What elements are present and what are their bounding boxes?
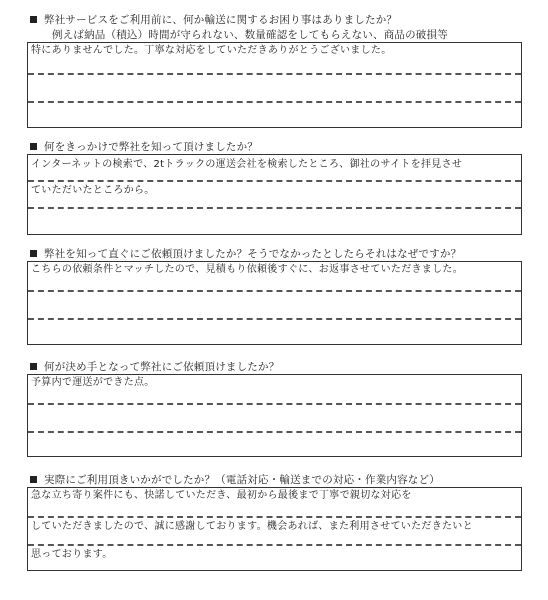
square-bullet-icon xyxy=(30,16,37,23)
answer-box-5 xyxy=(27,487,522,571)
answer-text: 予算内で運送ができた点。 xyxy=(31,377,155,388)
square-bullet-icon xyxy=(30,363,37,370)
square-bullet-icon xyxy=(30,143,37,150)
answer-text: していただきましたので、誠に感謝しております。機会あれば、また利用させていただきたいと xyxy=(31,521,473,532)
answer-text: 特にありませんでした。丁寧な対応をしていただきありがとうございました。 xyxy=(31,45,392,56)
question-1-text: 弊社サービスをご利用前に、何か輸送に関するお困り事はありましたか？ xyxy=(44,14,398,26)
answer-line xyxy=(28,73,521,103)
answer-text: 思っております。 xyxy=(31,549,113,560)
square-bullet-icon xyxy=(30,250,37,257)
answer-line xyxy=(28,155,521,182)
square-bullet-icon xyxy=(30,476,37,483)
question-1 xyxy=(30,14,397,27)
answer-box-3 xyxy=(27,261,522,345)
answer-line xyxy=(28,43,521,75)
question-3 xyxy=(30,248,461,261)
answer-line xyxy=(28,516,521,546)
answer-line xyxy=(28,544,521,571)
answer-line xyxy=(28,375,521,405)
answer-box-1 xyxy=(27,42,522,128)
question-5 xyxy=(30,474,440,487)
answer-text: こちらの依頼条件とマッチしたので、見積もり依頼後すぐに、お返事させていただきました。 xyxy=(31,264,463,275)
answer-line xyxy=(28,180,521,209)
question-3-text: 弊社を知って直ぐにご依頼頂けましたか？そうでなかったとしたらそれはなぜですか？ xyxy=(44,248,462,260)
answer-line xyxy=(28,290,521,320)
answer-text: ていただいたところから。 xyxy=(31,185,155,196)
question-4 xyxy=(30,361,279,374)
answer-box-4 xyxy=(27,374,522,457)
question-2-text: 何をきっかけで弊社を知って頂けましたか？ xyxy=(44,141,258,153)
answer-line xyxy=(28,488,521,518)
question-2 xyxy=(30,141,258,154)
answer-line xyxy=(28,403,521,433)
question-1-example: 例えば納品（積込）時間が守られない、数量確認をしてもらえない、商品の破損等 xyxy=(52,29,448,41)
answer-text: 急な立ち寄り案件にも、快諾していただき、最初から最後まで丁寧で親切な対応を xyxy=(31,490,412,501)
question-4-text: 何が決め手となって弊社にご依頼頂けましたか？ xyxy=(44,361,280,373)
answer-text: インターネットの検索で、2tトラックの運送会社を検索したところ、御社のサイトを拝見させ xyxy=(31,159,463,170)
question-5-text: 実際にご利用頂きいかがでしたか？（電話対応・輸送までの対応・作業内容など） xyxy=(44,474,440,486)
answer-line xyxy=(28,262,521,292)
answer-box-2 xyxy=(27,154,522,235)
